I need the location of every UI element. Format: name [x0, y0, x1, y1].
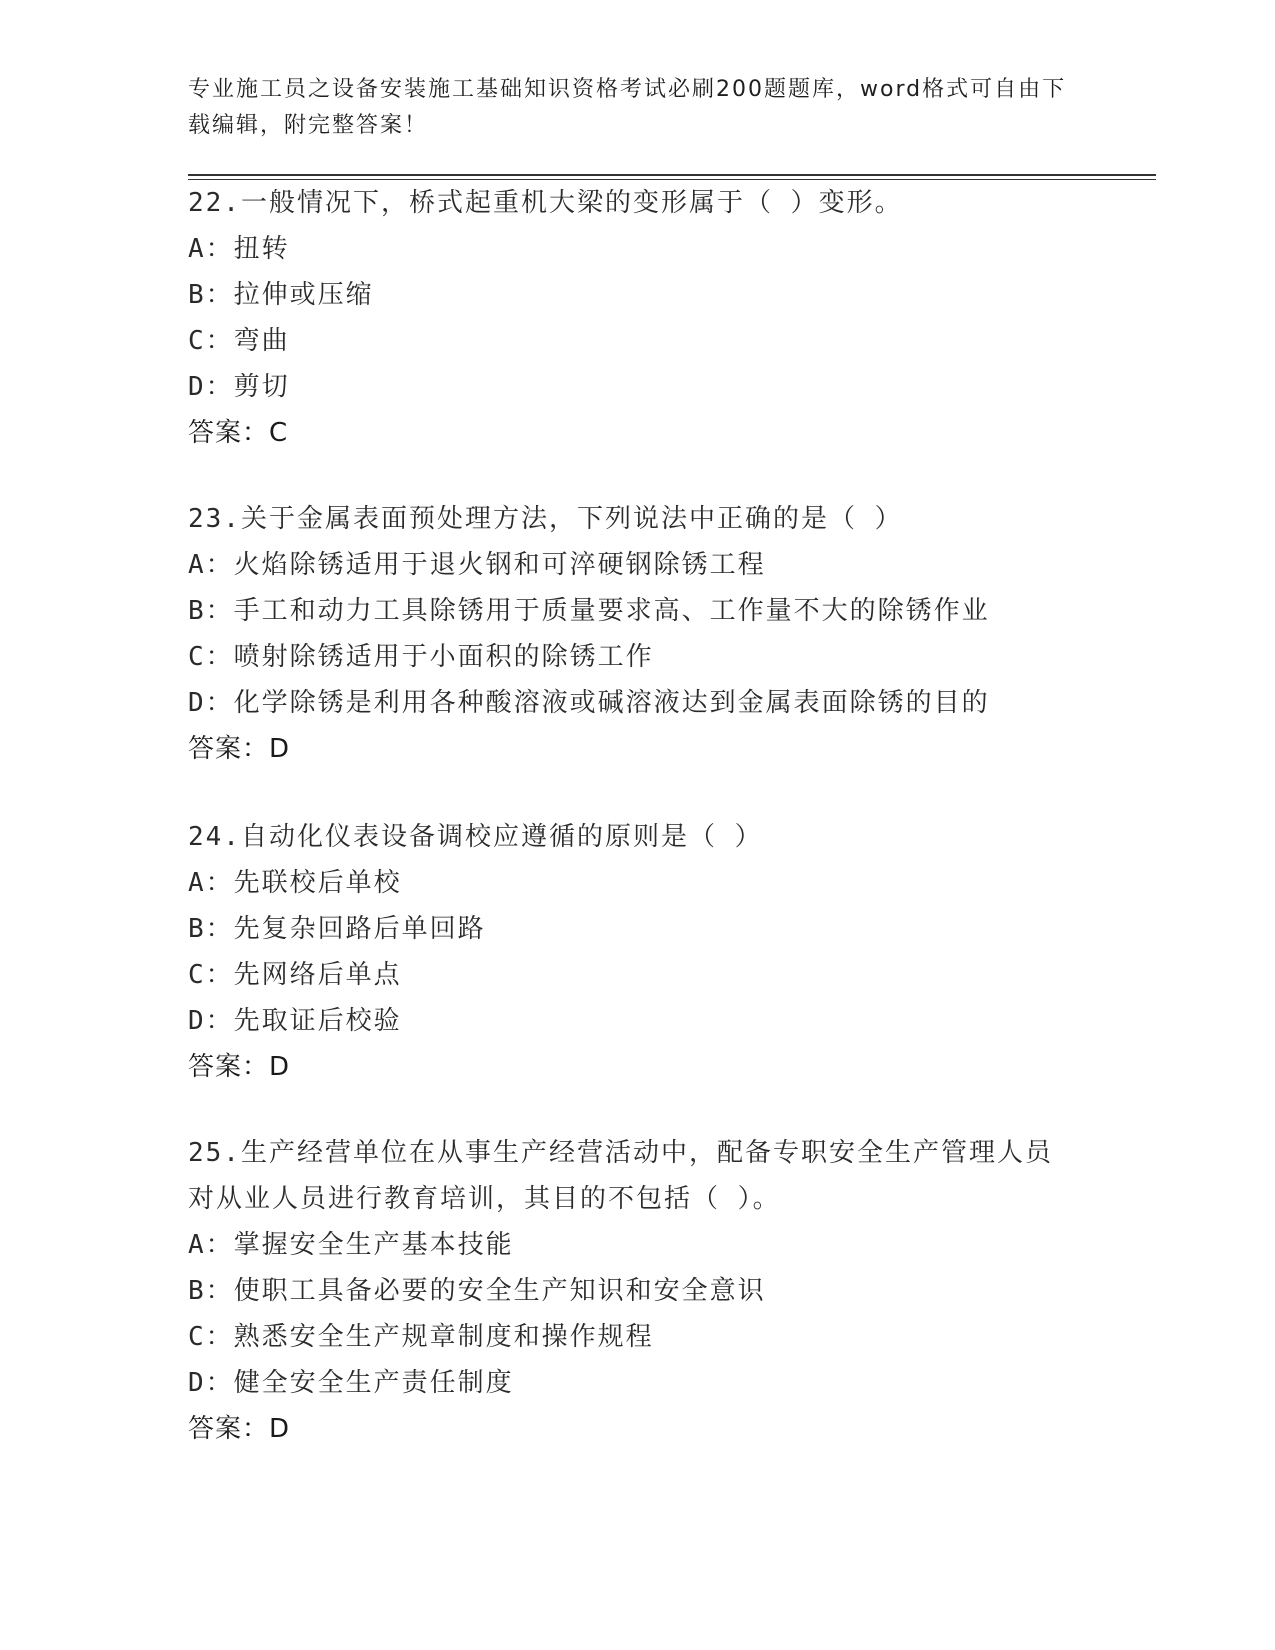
option-d: D：先取证后校验 — [188, 1006, 402, 1036]
option-c: C：喷射除锈适用于小面积的除锈工作 — [188, 642, 654, 672]
question-22 — [188, 180, 1108, 456]
option-d: D：剪切 — [188, 372, 290, 402]
option-c: C：弯曲 — [188, 326, 290, 356]
option-d: D：化学除锈是利用各种酸溶液或碱溶液达到金属表面除锈的目的 — [188, 688, 990, 718]
question-stem: 24.自动化仪表设备调校应遵循的原则是（ ） — [188, 822, 763, 852]
option-c: C：先网络后单点 — [188, 960, 402, 990]
question-24 — [188, 814, 1108, 1090]
answer-label: 答案：D — [188, 1052, 291, 1082]
option-b: B：先复杂回路后单回路 — [188, 914, 486, 944]
question-23 — [188, 496, 1108, 772]
answer-label: 答案：D — [188, 1414, 291, 1444]
document-header: 专业施工员之设备安装施工基础知识资格考试必刷200题题库，word格式可自由下载编辑，附完整答案！ — [188, 77, 1067, 138]
option-a: A：扭转 — [188, 234, 290, 264]
option-b: B：拉伸或压缩 — [188, 280, 374, 310]
question-25 — [188, 1130, 1108, 1452]
answer-label: 答案：D — [188, 734, 291, 764]
option-c: C：熟悉安全生产规章制度和操作规程 — [188, 1322, 654, 1352]
option-a: A：掌握安全生产基本技能 — [188, 1230, 514, 1260]
option-b: B：手工和动力工具除锈用于质量要求高、工作量不大的除锈作业 — [188, 596, 990, 626]
option-a: A：火焰除锈适用于退火钢和可淬硬钢除锈工程 — [188, 550, 766, 580]
answer-label: 答案：C — [188, 418, 289, 448]
option-a: A：先联校后单校 — [188, 868, 402, 898]
question-stem-line-1: 25.生产经营单位在从事生产经营活动中，配备专职安全生产管理人员 — [188, 1138, 1053, 1168]
option-b: B：使职工具备必要的安全生产知识和安全意识 — [188, 1276, 766, 1306]
question-stem: 23.关于金属表面预处理方法，下列说法中正确的是（ ） — [188, 504, 903, 534]
option-d: D：健全安全生产责任制度 — [188, 1368, 514, 1398]
question-stem: 22.一般情况下，桥式起重机大梁的变形属于（ ）变形。 — [188, 188, 903, 218]
question-stem-line-2: 对从业人员进行教育培训，其目的不包括（ ）。 — [188, 1184, 781, 1214]
